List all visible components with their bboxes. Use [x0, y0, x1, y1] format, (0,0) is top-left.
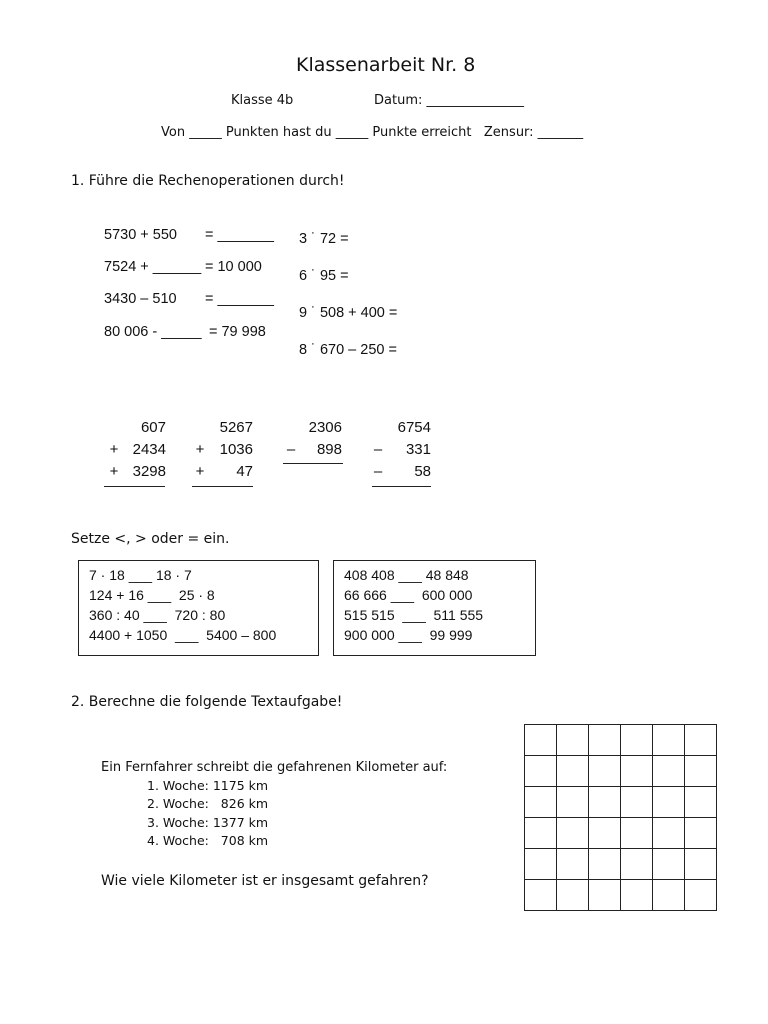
week-entry: 3. Woche: 1377 km [147, 815, 269, 830]
grid-cell[interactable] [685, 818, 717, 849]
grid-cell[interactable] [525, 756, 557, 787]
grid-cell[interactable] [589, 756, 621, 787]
column-number: 898 [316, 441, 342, 458]
grid-cell[interactable] [685, 756, 717, 787]
right-op[interactable]: 8 ˙ 670 – 250 = [299, 342, 397, 358]
operator: + [109, 441, 119, 458]
column-number: 3298 [132, 463, 166, 480]
column-number: 607 [140, 419, 166, 436]
page-title: Klassenarbeit Nr. 8 [296, 54, 476, 76]
grid-cell[interactable] [525, 818, 557, 849]
grid-cell[interactable] [557, 849, 589, 880]
column-number: 2306 [308, 419, 342, 436]
grid-cell[interactable] [557, 787, 589, 818]
week-entry: 1. Woche: 1175 km [147, 778, 269, 793]
grid-cell[interactable] [621, 756, 653, 787]
compare-item[interactable]: 408 408 ___ 48 848 [344, 567, 469, 583]
grid-cell[interactable] [589, 818, 621, 849]
compare-item[interactable]: 4400 + 1050 ___ 5400 – 800 [89, 627, 277, 643]
left-op-rhs[interactable]: = _______ [205, 227, 274, 243]
grid-cell[interactable] [685, 787, 717, 818]
left-op-rhs: = 10 000 [205, 259, 262, 275]
result-line[interactable] [104, 486, 165, 487]
grid-cell[interactable] [557, 756, 589, 787]
task2-question: Wie viele Kilometer ist er insgesamt gefahren? [101, 873, 429, 889]
grid-cell[interactable] [685, 880, 717, 911]
compare-item[interactable]: 515 515 ___ 511 555 [344, 607, 484, 623]
left-op-rhs[interactable]: = _______ [205, 291, 274, 307]
operator: + [195, 441, 205, 458]
right-op[interactable]: 6 ˙ 95 = [299, 268, 349, 284]
column-calc [368, 417, 431, 487]
operator: – [286, 441, 296, 458]
task1-heading: 1. Führe die Rechenoperationen durch! [71, 173, 345, 189]
grid-cell[interactable] [621, 818, 653, 849]
grid-cell[interactable] [557, 880, 589, 911]
grid-cell[interactable] [525, 725, 557, 756]
grid-cell[interactable] [525, 849, 557, 880]
left-op-rhs: = 79 998 [209, 324, 266, 340]
week-entry: 4. Woche: 708 km [147, 833, 269, 848]
result-line[interactable] [372, 486, 431, 487]
grid-cell[interactable] [621, 880, 653, 911]
grid-cell[interactable] [685, 849, 717, 880]
column-number: 1036 [219, 441, 253, 458]
grid-cell[interactable] [589, 787, 621, 818]
compare-item[interactable]: 7 · 18 ___ 18 · 7 [89, 567, 192, 583]
column-calc [190, 417, 253, 487]
task2-heading: 2. Berechne die folgende Textaufgabe! [71, 694, 343, 710]
grid-cell[interactable] [653, 725, 685, 756]
left-op-expr[interactable]: 7524 + ______ [104, 259, 202, 275]
compare-box-right [333, 560, 536, 656]
week-entry: 2. Woche: 826 km [147, 796, 269, 811]
column-calc [281, 417, 342, 467]
grid-cell[interactable] [653, 818, 685, 849]
grid-cell[interactable] [653, 880, 685, 911]
compare-item[interactable]: 124 + 16 ___ 25 · 8 [89, 587, 215, 603]
grid-cell[interactable] [621, 787, 653, 818]
column-calc [104, 417, 166, 487]
grid-cell[interactable] [589, 725, 621, 756]
compare-item[interactable]: 66 666 ___ 600 000 [344, 587, 473, 603]
left-op-expr: 3430 – 510 [104, 291, 177, 307]
operator: – [373, 441, 383, 458]
result-line[interactable] [283, 463, 343, 464]
result-line[interactable] [192, 486, 253, 487]
class-label: Klasse 4b [231, 93, 294, 108]
operator: – [373, 463, 383, 480]
left-op-expr[interactable]: 80 006 - _____ [104, 324, 202, 340]
operator: + [109, 463, 119, 480]
right-op[interactable]: 9 ˙ 508 + 400 = [299, 305, 398, 321]
points-line[interactable]: Von _____ Punkten hast du _____ Punkte erreicht Zensur: _______ [161, 125, 584, 140]
grid-cell[interactable] [589, 880, 621, 911]
grid-cell[interactable] [621, 849, 653, 880]
column-number: 331 [405, 441, 431, 458]
grid-cell[interactable] [525, 880, 557, 911]
grid-cell[interactable] [557, 725, 589, 756]
compare-item[interactable]: 900 000 ___ 99 999 [344, 627, 473, 643]
left-op-expr: 5730 + 550 [104, 227, 177, 243]
grid-cell[interactable] [653, 849, 685, 880]
column-number: 58 [414, 463, 431, 480]
column-number: 5267 [219, 419, 253, 436]
grid-cell[interactable] [685, 725, 717, 756]
column-number: 6754 [397, 419, 431, 436]
date-field[interactable]: Datum: _______________ [374, 93, 524, 108]
grid-cell[interactable] [525, 787, 557, 818]
answer-grid[interactable] [524, 724, 717, 911]
grid-cell[interactable] [621, 725, 653, 756]
grid-cell[interactable] [557, 818, 589, 849]
right-op[interactable]: 3 ˙ 72 = [299, 231, 349, 247]
task2-intro: Ein Fernfahrer schreibt die gefahrenen Kilometer auf: [101, 760, 448, 775]
grid-cell[interactable] [589, 849, 621, 880]
grid-cell[interactable] [653, 787, 685, 818]
compare-heading: Setze <, > oder = ein. [71, 531, 230, 547]
compare-box-left [78, 560, 319, 656]
operator: + [195, 463, 205, 480]
compare-item[interactable]: 360 : 40 ___ 720 : 80 [89, 607, 226, 623]
grid-cell[interactable] [653, 756, 685, 787]
column-number: 2434 [132, 441, 166, 458]
column-number: 47 [236, 463, 253, 480]
